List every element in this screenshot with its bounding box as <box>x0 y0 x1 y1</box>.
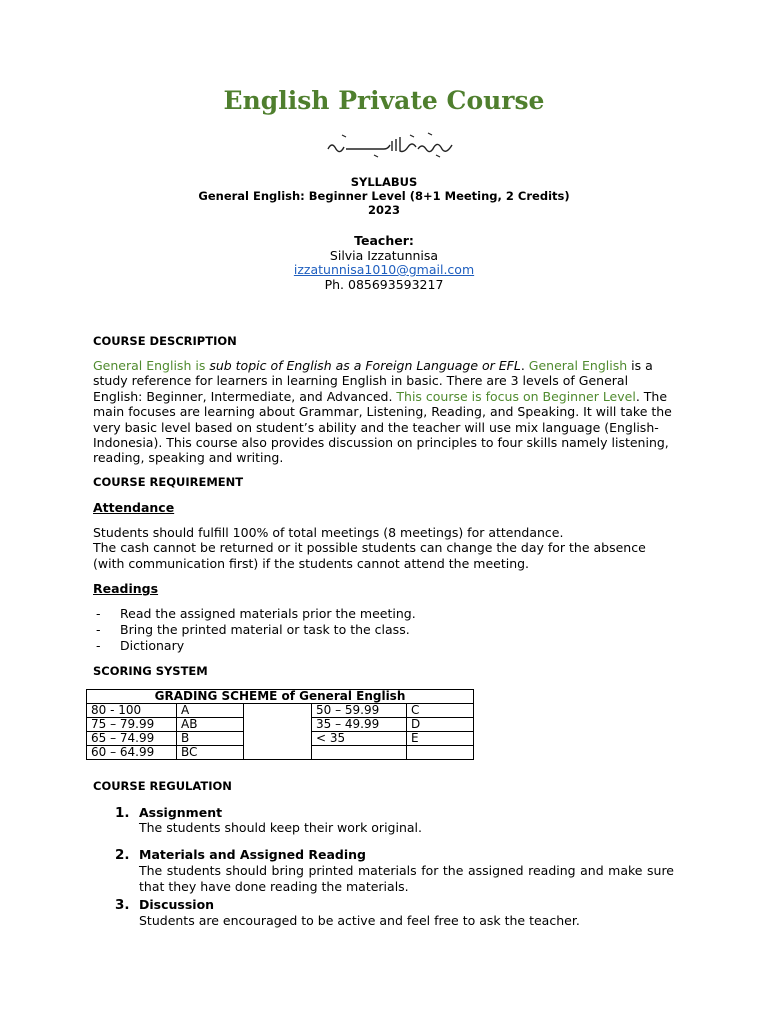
table-cell: BC <box>177 746 244 760</box>
table-cell: B <box>177 732 244 746</box>
regulation-number: 3. <box>115 897 130 913</box>
teacher-email-row <box>0 262 768 277</box>
teacher-email-link[interactable]: izzatunnisa1010@gmail.com <box>293 262 475 277</box>
table-cell: 80 - 100 <box>87 704 177 718</box>
regulation-title: Assignment <box>139 805 223 820</box>
course-requirement-heading: COURSE REQUIREMENT <box>93 475 244 489</box>
reading-item-text: Dictionary <box>120 638 185 653</box>
table-cell <box>407 746 474 760</box>
desc-green-2: General English <box>528 358 628 373</box>
regulation-number: 1. <box>115 805 130 821</box>
table-cell: 60 – 64.99 <box>87 746 177 760</box>
course-year: 2023 <box>367 203 400 217</box>
readings-list <box>93 606 678 654</box>
course-regulation-heading: COURSE REGULATION <box>93 779 232 793</box>
regulation-body: The students should bring printed materials for the assigned reading and make sure that they have done reading the materials. <box>139 863 674 894</box>
desc-plain-2: is a study reference for learners in learning English in basic. There are 3 levels of General English: Beginner, Intermediate, and Advanced. <box>93 358 653 404</box>
table-row <box>87 704 474 718</box>
page-title: English Private Course <box>223 86 545 115</box>
desc-green-1: General English is <box>93 358 210 373</box>
course-line: General English: Beginner Level (8+1 Meeting, 2 Credits) <box>198 189 570 203</box>
desc-plain-3: . The main focuses are learning about Grammar, Listening, Reading, and Speaking. It will take the very basic level based on student’s ability and the teacher will use mix language (English-Indonesia). This course also provides discussion on principles to four skills namely listening, reading, speaking and writing. <box>93 388 672 466</box>
teacher-label: Teacher: <box>354 233 414 248</box>
table-cell: < 35 <box>312 732 407 746</box>
teacher-name: Silvia Izzatunnisa <box>329 248 439 263</box>
course-description-heading: COURSE DESCRIPTION <box>93 334 237 348</box>
table-spacer-cell <box>244 704 312 760</box>
reading-item-text: Read the assigned materials prior the meeting. <box>120 606 416 621</box>
syllabus-label: SYLLABUS <box>350 175 418 189</box>
regulation-body: Students are encouraged to be active and feel free to ask the teacher. <box>139 913 580 928</box>
teacher-phone: Ph. 085693593217 <box>324 277 444 292</box>
list-item: - Dictionary <box>96 638 185 653</box>
readings-heading: Readings <box>93 581 159 596</box>
list-item: - Bring the printed material or task to the class. <box>96 622 410 637</box>
attendance-heading: Attendance <box>93 500 175 515</box>
course-description-text <box>93 358 678 466</box>
scoring-system-heading: SCORING SYSTEM <box>93 664 208 678</box>
calligraphy-image <box>324 127 458 161</box>
table-cell: AB <box>177 718 244 732</box>
attendance-text <box>93 525 678 571</box>
regulation-title: Discussion <box>139 897 215 912</box>
table-cell: 35 – 49.99 <box>312 718 407 732</box>
regulation-body: The students should keep their work original. <box>139 820 422 835</box>
table-cell: E <box>407 732 474 746</box>
reading-item-text: Bring the printed material or task to the class. <box>120 622 410 637</box>
regulation-title: Materials and Assigned Reading <box>139 847 367 862</box>
desc-italic: sub topic of English as a Foreign Language or EFL <box>209 358 521 373</box>
table-cell: 50 – 59.99 <box>312 704 407 718</box>
grading-table-title: GRADING SCHEME of General English <box>87 690 474 704</box>
table-cell <box>312 746 407 760</box>
attendance-line-2: The cash cannot be returned or it possible students can change the day for the absence (with communication first) if the students cannot attend the meeting. <box>93 540 646 571</box>
desc-plain-1: . <box>520 358 529 373</box>
table-cell: D <box>407 718 474 732</box>
list-item: - Read the assigned materials prior the meeting. <box>96 606 416 621</box>
grading-scheme-table <box>86 689 474 760</box>
table-cell: 65 – 74.99 <box>87 732 177 746</box>
table-cell: 75 – 79.99 <box>87 718 177 732</box>
regulation-number: 2. <box>115 847 130 863</box>
table-header-row <box>87 690 474 704</box>
table-cell: A <box>177 704 244 718</box>
table-cell: C <box>407 704 474 718</box>
attendance-line-1: Students should fulfill 100% of total meetings (8 meetings) for attendance. <box>93 525 564 540</box>
basmala-calligraphy <box>324 127 458 161</box>
desc-green-3: This course is focus on Beginner Level <box>396 388 636 404</box>
